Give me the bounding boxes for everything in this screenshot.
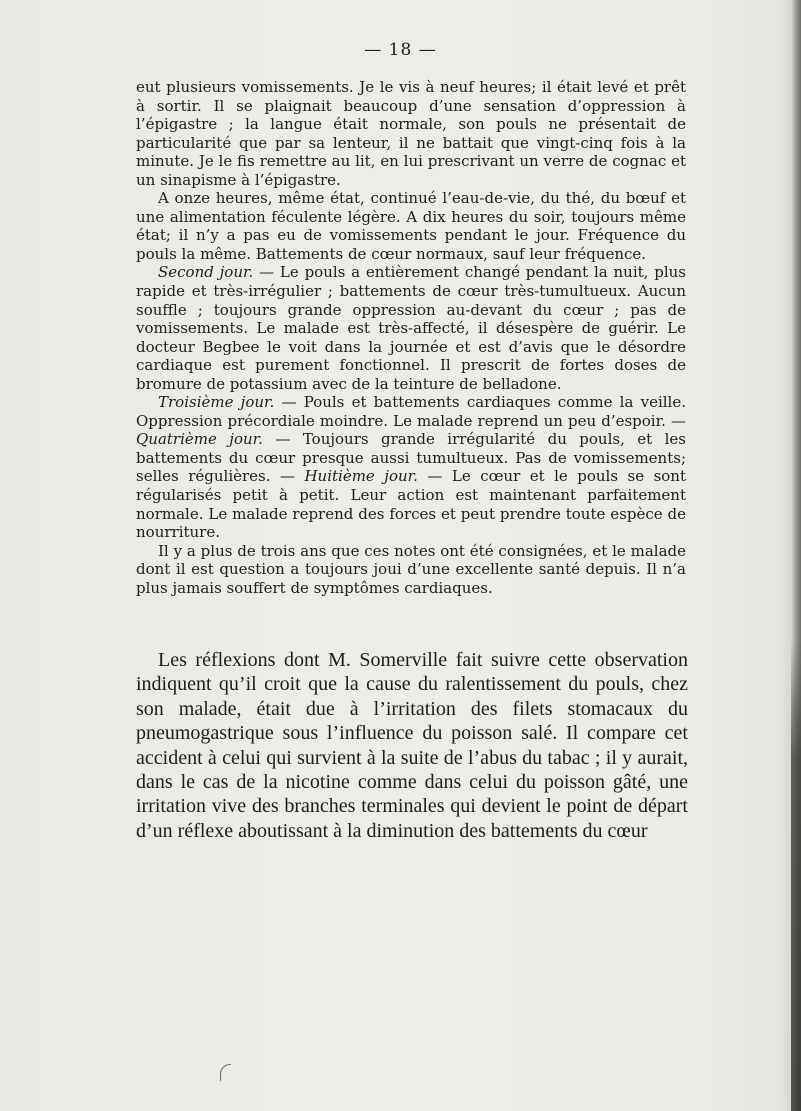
case-notes — [136, 78, 686, 597]
day-label-third: Troisième jour. — [158, 393, 275, 412]
day-label-eighth: Huitième jour. — [304, 467, 418, 486]
notes-paragraph-1-text: eut plusieurs vomissements. Je le vis à neuf heures; il était levé et prêt à sortir. Il se plaignait beaucoup d’une sensation d’oppression à l’épigastre ; la langue était normale, son pouls ne présentait de particularité que par sa lenteur, il ne battait que vingt-cinq fois à la minute. Je le fis remettre au lit, en lui prescrivant un verre de cognac et un sinapisme à l’épigastre. — [136, 78, 686, 189]
page-number: — 18 — — [364, 40, 437, 60]
day-label-fourth: Quatrième jour. — [136, 430, 263, 449]
reflection-paragraph: Les réflexions dont M. Somerville fait suivre cette observation indiquent qu’il croit que la cause du ralentissement du pouls, chez son malade, était due à l’irritation des filets stomacaux du pneumogastrique sous l’influence du poisson salé. Il compare cet accident à celui qui survient à la suite de l’abus du tabac ; il y aurait, dans le cas de la nicotine comme dans celui du poisson gâté, une irritation vive des branches terminales qui devient le point de départ d’un réflexe aboutissant à la diminution des battements du cœur — [136, 649, 688, 842]
reflection-section — [136, 648, 688, 843]
notes-paragraph-1 — [136, 78, 686, 189]
notes-paragraph-4 — [136, 393, 686, 541]
notes-paragraph-4-text-c: — Le cœur et le pouls se sont régularisés petit à petit. Leur action est maintenant parfaitement normale. Le malade reprend des forces et peut prendre toute espèce de nourriture. — [136, 467, 686, 542]
page-edge-dark — [791, 640, 801, 1111]
notes-paragraph-3-text: — Le pouls a entièrement changé pendant la nuit, plus rapide et très-irrégulier ; battements de cœur très-tumultueux. Aucun souffle ; toujours grande oppression au-devant du cœur ; pas de vomissements. Le malade est très-affecté, il désespère de guérir. Le docteur Begbee le voit dans la journée et est d’avis que le désordre cardiaque est purement fonctionnel. Il prescrit de fortes doses de bromure de potassium avec de la teinture de belladone. — [136, 263, 686, 393]
notes-paragraph-2 — [136, 189, 686, 263]
notes-paragraph-3 — [136, 263, 686, 393]
day-label-second: Second jour. — [158, 263, 254, 282]
notes-paragraph-2-text: A onze heures, même état, continué l’eau-de-vie, du thé, du bœuf et une alimentation féculente légère. A dix heures du soir, toujours même état; il n’y a pas eu de vomissements pendant le jour. Fréquence du pouls la même. Battements de cœur normaux, sauf leur fréquence. — [136, 189, 686, 263]
notes-paragraph-5 — [136, 542, 686, 598]
paper-mark — [220, 1064, 231, 1081]
notes-paragraph-5-text: Il y a plus de trois ans que ces notes ont été consignées, et le malade dont il est question a toujours joui d’une excellente santé depuis. Il n’a plus jamais souffert de symptômes cardiaques. — [136, 541, 686, 597]
notes-paragraph-4-text-a: — Pouls et battements cardiaques comme la veille. Oppression précordiale moindre. Le malade reprend un peu d’espoir. — — [136, 393, 686, 430]
notes-paragraph-4-text-b: — Toujours grande irrégularité du pouls, et les battements du cœur presque aussi tumultueux. Pas de vomissements; selles régulières. — — [136, 430, 687, 486]
